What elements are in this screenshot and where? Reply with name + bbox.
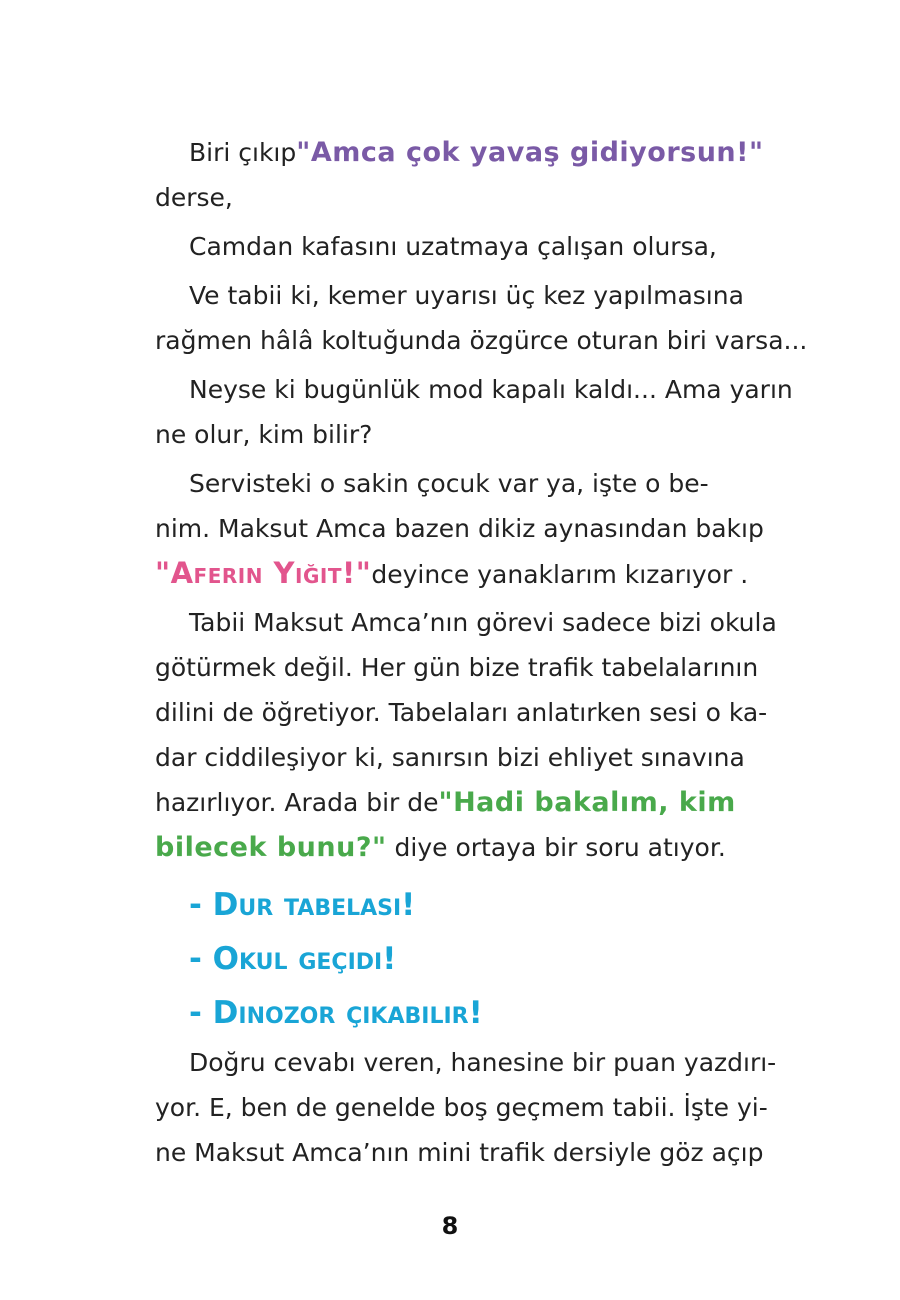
p2-text: Camdan kafasını uzatmaya çalışan olursa, bbox=[189, 232, 717, 261]
body-text bbox=[155, 130, 808, 1175]
p5-text: Servisteki o sakin çocuk var ya, işte o be- bbox=[189, 469, 709, 498]
p4-text: ne olur, kim bilir? bbox=[155, 420, 373, 449]
p3-text: Ve tabii ki, kemer uyarısı üç kez yapılmasına bbox=[189, 281, 744, 310]
p6-line5 bbox=[155, 780, 735, 825]
p7-text: Doğru cevabı veren, hanesine bir puan yazdırı- bbox=[189, 1048, 777, 1077]
p7-line2 bbox=[155, 1085, 768, 1130]
answer-item-1: - Dur tabelası! bbox=[189, 887, 416, 923]
purple-quote: "Amca çok yavaş gidiyorsun!" bbox=[296, 137, 764, 168]
p4-line1 bbox=[155, 367, 793, 412]
p3-line2 bbox=[155, 318, 808, 363]
p5-text: nim. Maksut Amca bazen dikiz aynasından bakıp bbox=[155, 514, 764, 543]
p6-text: götürmek değil. Her gün bize trafik tabelalarının bbox=[155, 653, 759, 682]
p2-line1 bbox=[155, 224, 735, 269]
p6-text: dilini de öğretiyor. Tabelaları anlatırken sesi o ka- bbox=[155, 698, 768, 727]
p6-line4 bbox=[155, 735, 745, 780]
answer-item-2: - Okul geçidi! bbox=[189, 941, 397, 977]
pink-quote: "Aferin Yiğit!" bbox=[155, 556, 372, 590]
p5-line1 bbox=[155, 461, 735, 506]
p6-text: diye ortaya bir soru atıyor. bbox=[394, 833, 726, 862]
p4-text: Neyse ki bugünlük mod kapalı kaldı... Ama yarın bbox=[189, 375, 793, 404]
p1-line2 bbox=[155, 175, 735, 220]
p4-line2 bbox=[155, 412, 735, 457]
p6-text: dar ciddileşiyor ki, sanırsın bizi ehliyet sınavına bbox=[155, 743, 745, 772]
green-quote-part2: bilecek bunu?" bbox=[155, 832, 387, 863]
p6-text: Tabii Maksut Amca’nın görevi sadece bizi okula bbox=[189, 608, 777, 637]
p6-line6 bbox=[155, 825, 735, 870]
green-quote-part1: "Hadi bakalım, kim bbox=[438, 787, 736, 818]
p6-text: hazırlıyor. Arada bir de bbox=[155, 788, 439, 817]
p1-line1 bbox=[155, 130, 764, 175]
p5-line3 bbox=[155, 551, 749, 596]
p7-text: ne Maksut Amca’nın mini trafik dersiyle göz açıp bbox=[155, 1138, 764, 1167]
p3-line1 bbox=[155, 273, 744, 318]
p1-text: derse, bbox=[155, 183, 233, 212]
p3-text: rağmen hâlâ koltuğunda özgürce oturan biri varsa... bbox=[155, 326, 808, 355]
page-number: 8 bbox=[441, 1212, 459, 1240]
p7-text: yor. E, ben de genelde boş geçmem tabii. İşte yi- bbox=[155, 1093, 768, 1122]
p7-line1 bbox=[155, 1040, 777, 1085]
p6-line2 bbox=[155, 645, 759, 690]
p5-text: deyince yanaklarım kızarıyor . bbox=[371, 560, 749, 589]
p7-line3 bbox=[155, 1130, 764, 1175]
answer-item-3: - Dinozor çıkabilir! bbox=[189, 995, 483, 1031]
p5-line2 bbox=[155, 506, 764, 551]
p1-text: Biri çıkıp bbox=[189, 138, 297, 167]
p6-line3 bbox=[155, 690, 768, 735]
p6-line1 bbox=[155, 600, 777, 645]
